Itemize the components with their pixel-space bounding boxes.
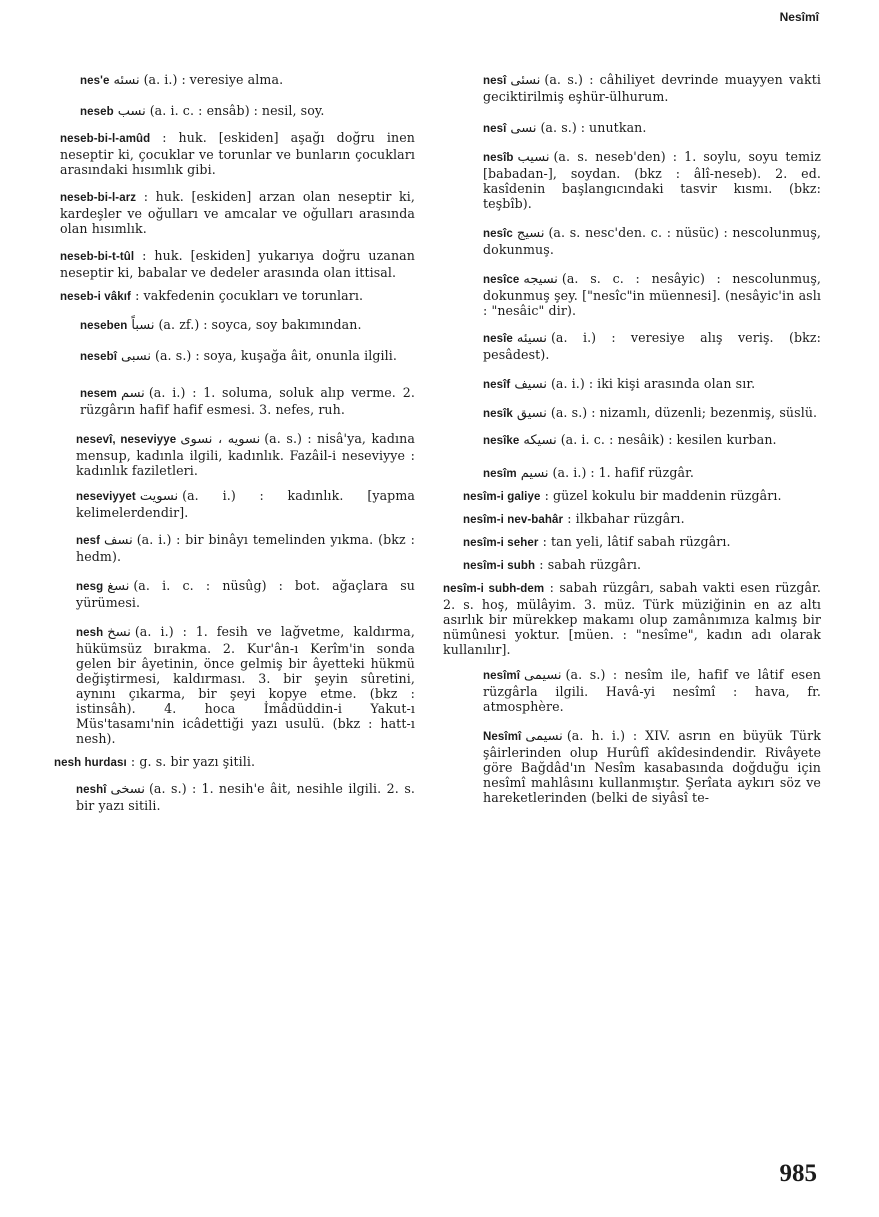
entry-definition: : ilkbahar rüzgârı. — [567, 511, 685, 526]
entry-headword: nesevî, neseviyye — [76, 434, 177, 446]
page-number: 985 — [779, 1160, 817, 1187]
entry-definition: (a. i.) : bir binâyı temelinden yıkma. (bkz : hedm). — [76, 532, 415, 564]
entry-arabic-script: نسيمى — [524, 668, 562, 683]
dictionary-entry — [40, 348, 415, 365]
entry-definition: (a. i.) : 1. soluma, soluk alıp verme. 2. rüzgârın hafif hafif esmesi. 3. nefes, ruh. — [80, 385, 415, 417]
entry-definition: (a. s.) : nesîm ile, hafif ve lâtif esen rüzgârla ilgili. Havâ-yi nesîmî : hava, fr. atmosphère. — [483, 667, 821, 714]
entry-headword: Nesîmî — [483, 731, 522, 743]
entry-headword: nesîm-i galiye — [463, 491, 541, 503]
entry-definition: (a. i.) : 1. fesih ve lağvetme, kaldırma, hükümsüz bırakma. 2. Kur'ân-ı Kerîm'in sonda gelen bir âyetinin, önce gelmiş bir âyetteki hükmü değiştirmesi, kaldırması. 3. bir şeyin sûretini, aynını çıkarma, bir şeyi kopye etme. (bkz : istinsâh). 4. hoca İmâdüddin-i Yakut-ı Müs'tasamı'nin icâdettiği yazı usulü. (bkz : hatt-ı nesh). — [76, 624, 415, 746]
entry-headword: neseb-bi-l-amûd — [60, 133, 151, 145]
entry-definition: (a. s.) : 1. nesih'e âit, nesihle ilgili. 2. s. bir yazı sitili. — [76, 781, 415, 813]
dictionary-entry — [443, 534, 821, 551]
entry-headword: neseb-bi-t-tûl — [60, 251, 135, 263]
dictionary-entry — [40, 130, 415, 177]
dictionary-entry — [443, 120, 821, 137]
dictionary-entry — [40, 624, 415, 746]
dictionary-entry — [443, 376, 821, 393]
entry-headword: neshî — [76, 784, 107, 796]
entry-definition: : güzel kokulu bir maddenin rüzgârı. — [544, 488, 782, 503]
entry-arabic-script: نسئى — [510, 73, 541, 88]
entry-definition: (a. i.) : veresiye alış veriş. (bkz: pesâdest). — [483, 330, 821, 362]
dictionary-entry — [443, 225, 821, 257]
entry-arabic-script: نسباً — [131, 318, 155, 333]
dictionary-entry — [443, 511, 821, 528]
entry-arabic-script: نسغ — [107, 579, 130, 594]
right-column — [443, 62, 821, 805]
entry-headword: nesîe — [483, 333, 513, 345]
entry-headword: nesîm-i subh-dem — [443, 583, 545, 595]
entry-headword: nesîf — [483, 379, 511, 391]
entry-arabic-script: نسيم — [520, 466, 549, 481]
entry-definition: (a. i. c. : nüsûg) : bot. ağaçlara su yürümesi. — [76, 578, 415, 610]
entry-arabic-script: نسيف — [514, 377, 547, 392]
entry-definition: : sabah rüzgârı. — [539, 557, 642, 572]
entry-definition: (a. s.) : nisâ'ya, kadına mensup, kadınla ilgili, kadınlık. Fazâil-i neseviyye : kadınlık faziletleri. — [76, 431, 416, 478]
entry-headword: nesîke — [483, 435, 520, 447]
entry-definition: (a. s.) : nizamlı, düzenli; bezenmiş, süslü. — [550, 405, 818, 420]
entry-arabic-script: نسف — [104, 533, 133, 548]
entry-headword: nesîmî — [483, 670, 521, 682]
entry-arabic-script: نسيكه — [523, 433, 557, 448]
dictionary-entry — [443, 667, 821, 714]
entry-arabic-script: نسيجه — [523, 272, 558, 287]
dictionary-entry — [40, 385, 415, 417]
entry-arabic-script: نسخ — [107, 625, 131, 640]
page-header-title: Nesîmî — [779, 10, 819, 24]
entry-headword: nesebî — [80, 351, 118, 363]
entry-headword: nesîm — [483, 468, 517, 480]
entry-definition: : sabah rüzgârı, sabah vakti esen rüzgâr. 2. s. hoş, mülâyim. 3. müz. Türk müziğinin en az altı asırlık bir mürekkep makamı olup zamânımıza kalmış bir nümûnesi yoktur. [müen. : "nesîme", kadın adı olarak kullanılır]. — [443, 580, 821, 657]
entry-headword: nesîm-i seher — [463, 537, 539, 549]
entry-definition: (a. s.) : unutkan. — [540, 120, 647, 135]
entry-headword: nesîc — [483, 228, 513, 240]
entry-arabic-script: نسئه — [113, 73, 140, 88]
dictionary-entry — [40, 72, 415, 89]
entry-arabic-script: نسيج — [516, 226, 545, 241]
dictionary-entry — [443, 557, 821, 574]
entry-definition: (a. s. neseb'den) : 1. soylu, soyu temiz [babadan-], soydan. (bkz : âlî-neseb). 2. ed. kasîdenin başlangıcındaki tasvir kısmı. (bkz: teşbîb). — [483, 149, 821, 211]
entry-definition: : huk. [eskiden] yukarıya doğru uzanan neseptir ki, babalar ve dedeler arasında olan ittisal. — [60, 248, 415, 280]
entry-definition: (a. i.) : 1. hafif rüzgâr. — [552, 465, 694, 480]
left-column — [40, 62, 415, 813]
entry-headword: nesem — [80, 388, 117, 400]
dictionary-entry — [40, 103, 415, 120]
dictionary-entry — [40, 532, 415, 564]
dictionary-entry — [40, 288, 415, 305]
dictionary-entry — [443, 330, 821, 362]
entry-headword: nesf — [76, 535, 101, 547]
entry-arabic-script: نسويه ، نسوى — [180, 432, 261, 447]
entry-definition: (a. s.) : soya, kuşağa âit, onunla ilgili. — [155, 348, 398, 363]
entry-headword: nesh — [76, 627, 104, 639]
entry-headword: nesîce — [483, 274, 520, 286]
entry-definition: (a. zf.) : soyca, soy bakımından. — [158, 317, 362, 332]
entry-headword: nesh hurdası — [54, 757, 127, 769]
entry-headword: nesî — [483, 123, 507, 135]
dictionary-entry — [443, 465, 821, 482]
entry-definition: (a. i. c. : nesâik) : kesilen kurban. — [560, 432, 777, 447]
dictionary-entry — [40, 317, 415, 334]
entry-arabic-script: نسيئه — [516, 331, 547, 346]
dictionary-entry — [40, 431, 415, 478]
dictionary-entry — [443, 149, 821, 211]
entry-headword: nesîm-i nev-bahâr — [463, 514, 564, 526]
entry-headword: neseben — [80, 320, 128, 332]
entry-headword: nesîm-i subh — [463, 560, 536, 572]
entry-definition: : tan yeli, lâtif sabah rüzgârı. — [542, 534, 731, 549]
dictionary-entry — [40, 781, 415, 813]
dictionary-entry — [40, 488, 415, 520]
entry-definition: (a. s. c. : nesâyic) : nescolunmuş, dokunmuş şey. ["nesîc"in müennesi]. (nesâyic'in aslı : "nesâic" dir). — [483, 271, 821, 318]
entry-definition: : vakfedenin çocukları ve torunları. — [135, 288, 364, 303]
entry-arabic-script: نسى — [510, 121, 537, 136]
dictionary-entry — [443, 271, 821, 318]
dictionary-entry — [443, 432, 821, 449]
entry-arabic-script: نسيب — [517, 150, 550, 165]
entry-definition: (a. i.) : iki kişi arasında olan sır. — [550, 376, 756, 391]
dictionary-entry — [443, 72, 821, 104]
dictionary-entry — [443, 488, 821, 505]
entry-definition: : g. s. bir yazı şitili. — [130, 754, 256, 769]
dictionary-entry — [40, 248, 415, 280]
dictionary-entry — [40, 578, 415, 610]
entry-arabic-script: نسم — [120, 386, 145, 401]
entry-headword: nesî — [483, 75, 507, 87]
entry-definition: : huk. [eskiden] arzan olan neseptir ki, kardeşler ve oğulları ve amcalar ve oğulları arasında olan hısımlık. — [60, 189, 415, 236]
entry-definition: (a. i.) : veresiye alma. — [143, 72, 284, 87]
entry-headword: nesîb — [483, 152, 514, 164]
entry-definition: (a. i. c. : ensâb) : nesil, soy. — [149, 103, 325, 118]
entry-definition: (a. i.) : kadınlık. [yapma kelimelerdendir]. — [76, 488, 415, 520]
entry-arabic-script: نسخى — [110, 782, 145, 797]
entry-definition: (a. s.) : câhiliyet devrinde muayyen vakti geciktirilmiş eşhür-ülhurum. — [483, 72, 821, 104]
dictionary-entry — [443, 580, 821, 657]
entry-definition: : huk. [eskiden] aşağı doğru inen neseptir ki, çocuklar ve torunlar ve bunların çocukları arasındaki hısımlık gibi. — [60, 130, 415, 177]
entry-definition: (a. h. i.) : XIV. asrın en büyük Türk şâirlerinden olup Hurûfî akîdesindendir. Rivâyete göre Bağdâd'ın Nesîm kasabasında doğduğu için nesîmî mahlâsını kullanmıştır. Şerîata aykırı söz ve hareketlerinden (belki de siyâsî te- — [483, 728, 821, 805]
dictionary-entry — [40, 754, 415, 771]
dictionary-entry — [40, 189, 415, 236]
entry-headword: neseb-i vâkıf — [60, 291, 131, 303]
entry-definition: (a. s. nesc'den. c. : nüsüc) : nescolunmuş, dokunmuş. — [483, 225, 821, 257]
dictionary-entry — [443, 405, 821, 422]
entry-arabic-script: نسيمى — [525, 729, 563, 744]
entry-headword: nesg — [76, 581, 104, 593]
entry-arabic-script: نسب — [117, 104, 146, 119]
entry-headword: neseb-bi-l-arz — [60, 192, 137, 204]
entry-arabic-script: نسيق — [516, 406, 547, 421]
entry-arabic-script: نسبى — [121, 349, 152, 364]
entry-headword: neseviyyet — [76, 491, 136, 503]
entry-headword: nesîk — [483, 408, 513, 420]
entry-headword: neseb — [80, 106, 114, 118]
entry-headword: nes'e — [80, 75, 110, 87]
entry-arabic-script: نسويت — [139, 489, 179, 504]
dictionary-entry — [443, 728, 821, 805]
